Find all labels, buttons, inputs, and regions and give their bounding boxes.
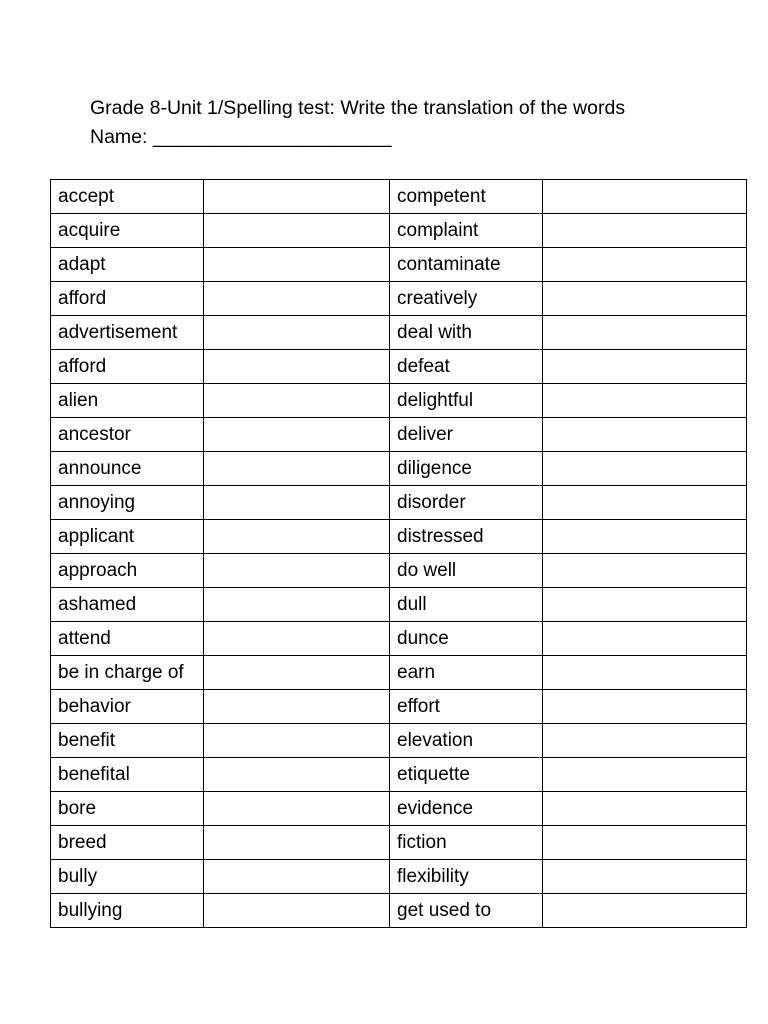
word-right: flexibility bbox=[390, 860, 543, 894]
translation-cell-left[interactable] bbox=[204, 452, 390, 486]
translation-cell-right[interactable] bbox=[543, 826, 747, 860]
translation-cell-left[interactable] bbox=[204, 826, 390, 860]
table-row bbox=[51, 622, 747, 656]
translation-cell-left[interactable] bbox=[204, 282, 390, 316]
table-row bbox=[51, 860, 747, 894]
word-right: earn bbox=[390, 656, 543, 690]
translation-cell-right[interactable] bbox=[543, 282, 747, 316]
word-right: defeat bbox=[390, 350, 543, 384]
table-row bbox=[51, 486, 747, 520]
table-row bbox=[51, 350, 747, 384]
translation-cell-right[interactable] bbox=[543, 758, 747, 792]
table-row bbox=[51, 724, 747, 758]
word-right: disorder bbox=[390, 486, 543, 520]
table-row bbox=[51, 282, 747, 316]
table-row bbox=[51, 180, 747, 214]
word-right: contaminate bbox=[390, 248, 543, 282]
word-right: evidence bbox=[390, 792, 543, 826]
translation-cell-right[interactable] bbox=[543, 724, 747, 758]
word-left: acquire bbox=[51, 214, 204, 248]
translation-cell-right[interactable] bbox=[543, 690, 747, 724]
table-row bbox=[51, 316, 747, 350]
translation-cell-left[interactable] bbox=[204, 588, 390, 622]
word-right: elevation bbox=[390, 724, 543, 758]
word-left: bore bbox=[51, 792, 204, 826]
translation-cell-right[interactable] bbox=[543, 316, 747, 350]
translation-cell-left[interactable] bbox=[204, 350, 390, 384]
translation-cell-left[interactable] bbox=[204, 690, 390, 724]
translation-cell-right[interactable] bbox=[543, 588, 747, 622]
word-left: behavior bbox=[51, 690, 204, 724]
translation-cell-right[interactable] bbox=[543, 656, 747, 690]
translation-cell-right[interactable] bbox=[543, 452, 747, 486]
word-right: do well bbox=[390, 554, 543, 588]
word-left: benefital bbox=[51, 758, 204, 792]
word-right: effort bbox=[390, 690, 543, 724]
translation-cell-left[interactable] bbox=[204, 894, 390, 928]
table-row bbox=[51, 758, 747, 792]
translation-cell-right[interactable] bbox=[543, 792, 747, 826]
translation-cell-right[interactable] bbox=[543, 520, 747, 554]
worksheet-header bbox=[90, 94, 625, 152]
table-row bbox=[51, 452, 747, 486]
word-right: creatively bbox=[390, 282, 543, 316]
translation-cell-left[interactable] bbox=[204, 486, 390, 520]
translation-cell-right[interactable] bbox=[543, 418, 747, 452]
word-left: alien bbox=[51, 384, 204, 418]
word-right: distressed bbox=[390, 520, 543, 554]
translation-cell-right[interactable] bbox=[543, 622, 747, 656]
translation-cell-right[interactable] bbox=[543, 180, 747, 214]
table-row bbox=[51, 214, 747, 248]
word-left: attend bbox=[51, 622, 204, 656]
translation-cell-left[interactable] bbox=[204, 418, 390, 452]
translation-cell-left[interactable] bbox=[204, 792, 390, 826]
table-row bbox=[51, 418, 747, 452]
word-right: complaint bbox=[390, 214, 543, 248]
translation-cell-right[interactable] bbox=[543, 486, 747, 520]
word-right: get used to bbox=[390, 894, 543, 928]
vocabulary-table bbox=[50, 179, 747, 928]
word-left: breed bbox=[51, 826, 204, 860]
table-row bbox=[51, 656, 747, 690]
translation-cell-left[interactable] bbox=[204, 758, 390, 792]
table-row bbox=[51, 894, 747, 928]
translation-cell-left[interactable] bbox=[204, 180, 390, 214]
translation-cell-right[interactable] bbox=[543, 350, 747, 384]
word-right: diligence bbox=[390, 452, 543, 486]
word-right: etiquette bbox=[390, 758, 543, 792]
word-left: ashamed bbox=[51, 588, 204, 622]
translation-cell-left[interactable] bbox=[204, 554, 390, 588]
table-row bbox=[51, 554, 747, 588]
translation-cell-right[interactable] bbox=[543, 384, 747, 418]
word-left: adapt bbox=[51, 248, 204, 282]
word-left: ancestor bbox=[51, 418, 204, 452]
translation-cell-right[interactable] bbox=[543, 248, 747, 282]
word-right: competent bbox=[390, 180, 543, 214]
table-row bbox=[51, 826, 747, 860]
word-right: fiction bbox=[390, 826, 543, 860]
translation-cell-left[interactable] bbox=[204, 316, 390, 350]
word-left: advertisement bbox=[51, 316, 204, 350]
word-right: delightful bbox=[390, 384, 543, 418]
table-row bbox=[51, 248, 747, 282]
word-left: applicant bbox=[51, 520, 204, 554]
word-right: dunce bbox=[390, 622, 543, 656]
word-left: accept bbox=[51, 180, 204, 214]
word-right: dull bbox=[390, 588, 543, 622]
translation-cell-left[interactable] bbox=[204, 860, 390, 894]
translation-cell-right[interactable] bbox=[543, 554, 747, 588]
word-left: announce bbox=[51, 452, 204, 486]
vocabulary-table-body bbox=[51, 180, 747, 928]
translation-cell-right[interactable] bbox=[543, 860, 747, 894]
word-left: afford bbox=[51, 350, 204, 384]
translation-cell-left[interactable] bbox=[204, 724, 390, 758]
table-row bbox=[51, 690, 747, 724]
word-left: approach bbox=[51, 554, 204, 588]
table-row bbox=[51, 792, 747, 826]
translation-cell-right[interactable] bbox=[543, 214, 747, 248]
worksheet-title: Grade 8-Unit 1/Spelling test: Write the translation of the words bbox=[90, 97, 626, 119]
translation-cell-left[interactable] bbox=[204, 384, 390, 418]
word-left: benefit bbox=[51, 724, 204, 758]
translation-cell-left[interactable] bbox=[204, 656, 390, 690]
word-left: afford bbox=[51, 282, 204, 316]
table-row bbox=[51, 588, 747, 622]
translation-cell-left[interactable] bbox=[204, 622, 390, 656]
translation-cell-left[interactable] bbox=[204, 520, 390, 554]
word-left: annoying bbox=[51, 486, 204, 520]
translation-cell-left[interactable] bbox=[204, 248, 390, 282]
word-left: be in charge of bbox=[51, 656, 204, 690]
table-row bbox=[51, 384, 747, 418]
name-line: Name: ______________________ bbox=[90, 126, 392, 148]
word-right: deal with bbox=[390, 316, 543, 350]
word-left: bully bbox=[51, 860, 204, 894]
table-row bbox=[51, 520, 747, 554]
word-left: bullying bbox=[51, 894, 204, 928]
word-right: deliver bbox=[390, 418, 543, 452]
translation-cell-right[interactable] bbox=[543, 894, 747, 928]
translation-cell-left[interactable] bbox=[204, 214, 390, 248]
